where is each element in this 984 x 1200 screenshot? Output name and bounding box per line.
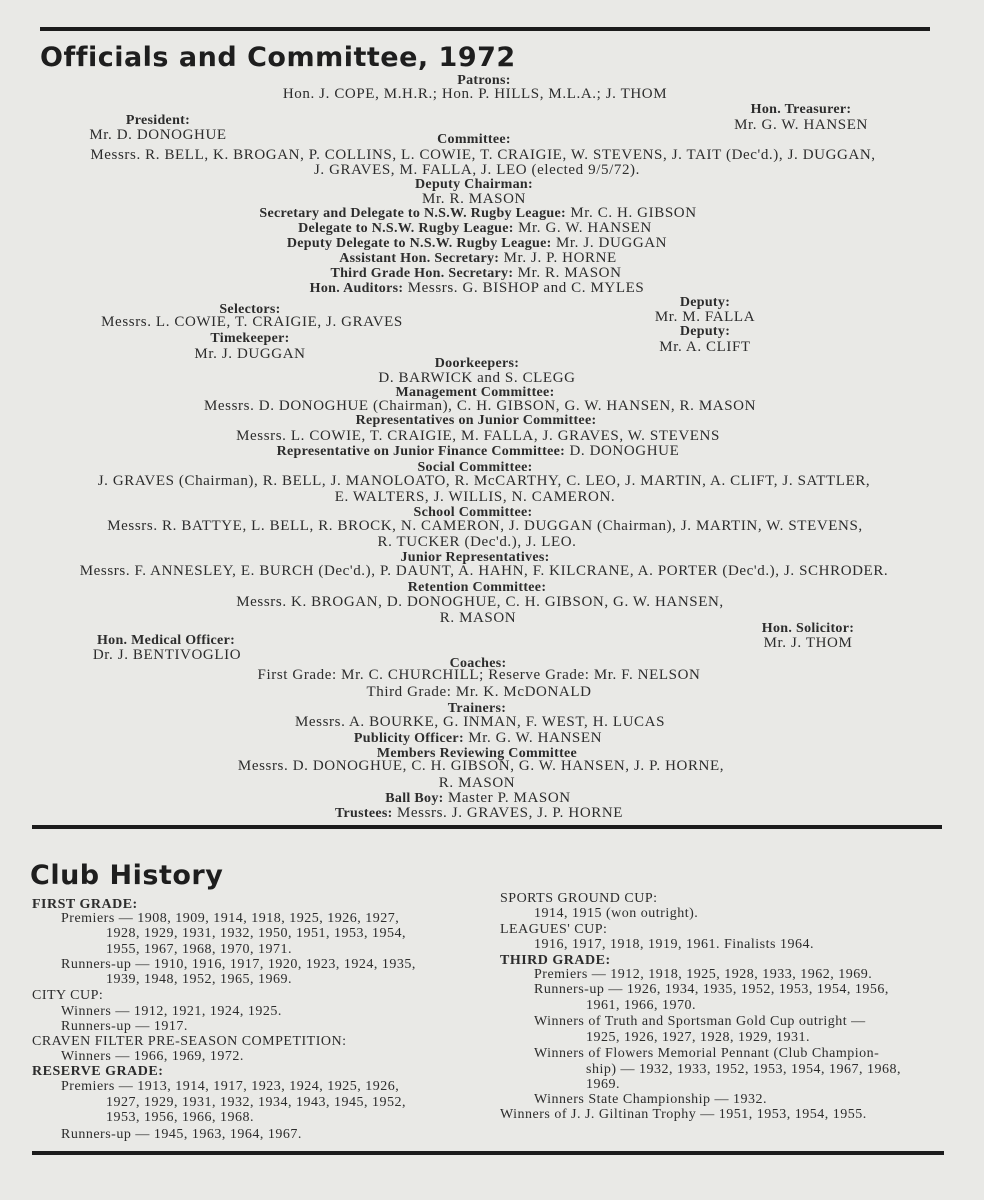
retention-label: Retention Committee:: [407, 580, 547, 595]
junior-finance-row: [277, 443, 680, 460]
city-cup-label: CITY CUP:: [32, 988, 104, 1003]
medical-officer-value: Dr. J. BENTIVOGLIO: [92, 647, 242, 663]
retention-line-1: Messrs. K. BROGAN, D. DONOGHUE, C. H. GIBSON, G. W. HANSEN,: [236, 594, 724, 610]
auditors-row: [310, 280, 645, 297]
junior-reps-value: Messrs. L. COWIE, T. CRAIGIE, M. FALLA, J. GRAVES, W. STEVENS: [236, 428, 720, 444]
sports-ground-label: SPORTS GROUND CUP:: [500, 891, 658, 906]
committee-line-2: J. GRAVES, M. FALLA, J. LEO (elected 9/5/72).: [313, 162, 641, 178]
trainers-value: Messrs. A. BOURKE, G. INMAN, F. WEST, H. LUCAS: [294, 714, 666, 730]
selectors-label: Selectors:: [219, 302, 281, 317]
coaches-label: Coaches:: [449, 656, 507, 671]
timekeeper-label: Timekeeper:: [210, 331, 290, 346]
patrons-value: Hon. J. COPE, M.H.R.; Hon. P. HILLS, M.L.A.; J. THOM: [282, 86, 668, 102]
solicitor-value: Mr. J. THOM: [763, 635, 853, 651]
medical-officer-label: Hon. Medical Officer:: [96, 633, 236, 648]
coaches-line-1: First Grade: Mr. C. CHURCHILL; Reserve Grade: Mr. F. NELSON: [257, 667, 701, 683]
tg-premiers: Premiers — 1912, 1918, 1925, 1928, 1933, 1962, 1969.: [534, 967, 873, 982]
members-review-label: Members Reviewing Committee: [376, 746, 578, 761]
trustees-row: [335, 805, 623, 822]
third-grade-secretary-value: Mr. R. MASON: [517, 265, 622, 281]
deputy-delegate-value: Mr. J. DUGGAN: [555, 235, 668, 251]
craven-winners: Winners — 1966, 1969, 1972.: [61, 1049, 244, 1064]
management-value: Messrs. D. DONOGHUE (Chairman), C. H. GIBSON, G. W. HANSEN, R. MASON: [203, 398, 757, 414]
giltinan-trophy: Winners of J. J. Giltinan Trophy — 1951, 1953, 1954, 1955.: [500, 1107, 867, 1122]
junior-representatives-value: Messrs. F. ANNESLEY, E. BURCH (Dec'd.), P. DAUNT, A. HAHN, F. KILCRANE, A. PORTER (Dec'd.), J. SCHRODER.: [79, 563, 889, 579]
asst-secretary-value: Mr. J. P. HORNE: [503, 250, 617, 266]
school-line-1: Messrs. R. BATTYE, L. BELL, R. BROCK, N. CAMERON, J. DUGGAN (Chairman), J. MARTIN, W. STEVENS,: [107, 518, 863, 534]
management-label: Management Committee:: [395, 385, 555, 400]
junior-reps-label: Representatives on Junior Committee:: [355, 413, 597, 428]
secretary-label: Secretary and Delegate to N.S.W. Rugby League:: [259, 206, 566, 221]
president-value: Mr. D. DONOGHUE: [89, 127, 227, 143]
truth-cup-line-1: Winners of Truth and Sportsman Gold Cup outright —: [534, 1014, 866, 1029]
solicitor-label: Hon. Solicitor:: [761, 621, 855, 636]
trainers-label: Trainers:: [447, 701, 507, 716]
doorkeepers-value: D. BARWICK and S. CLEGG: [378, 370, 576, 386]
ball-boy-label: Ball Boy:: [385, 791, 444, 806]
truth-cup-line-2: 1925, 1926, 1927, 1928, 1929, 1931.: [586, 1030, 810, 1045]
delegate-label: Delegate to N.S.W. Rugby League:: [298, 221, 514, 236]
junior-finance-value: D. DONOGHUE: [569, 443, 680, 459]
craven-label: CRAVEN FILTER PRE-SEASON COMPETITION:: [32, 1034, 347, 1049]
school-line-2: R. TUCKER (Dec'd.), J. LEO.: [377, 534, 577, 550]
third-grade-secretary-label: Third Grade Hon. Secretary:: [330, 266, 514, 281]
trustees-value: Messrs. J. GRAVES, J. P. HORNE: [396, 805, 624, 821]
rg-premiers-line-2: 1927, 1929, 1931, 1932, 1934, 1943, 1945, 1952,: [106, 1095, 406, 1110]
doorkeepers-label: Doorkeepers:: [434, 356, 520, 371]
deputy-delegate-label: Deputy Delegate to N.S.W. Rugby League:: [286, 236, 552, 251]
fg-premiers-line-3: 1955, 1967, 1968, 1970, 1971.: [106, 942, 292, 957]
members-review-line-2: R. MASON: [438, 775, 516, 791]
state-championship: Winners State Championship — 1932.: [534, 1092, 768, 1107]
trustees-label: Trustees:: [334, 806, 393, 821]
social-label: Social Committee:: [417, 460, 533, 475]
fg-runners-line-2: 1939, 1948, 1952, 1965, 1969.: [106, 972, 292, 987]
tg-runners-line-2: 1961, 1966, 1970.: [586, 998, 696, 1013]
officials-heading: Officials and Committee, 1972: [40, 42, 516, 73]
tg-runners-line-1: Runners-up — 1926, 1934, 1935, 1952, 1953, 1954, 1956,: [534, 982, 889, 997]
members-review-line-1: Messrs. D. DONOGHUE, C. H. GIBSON, G. W. HANSEN, J. P. HORNE,: [237, 758, 725, 774]
retention-line-2: R. MASON: [439, 610, 517, 626]
treasurer-value: Mr. G. W. HANSEN: [734, 117, 868, 133]
selectors-value: Messrs. L. COWIE, T. CRAIGIE, J. GRAVES: [101, 314, 403, 330]
junior-representatives-label: Junior Representatives:: [400, 550, 550, 565]
deputy-2-label: Deputy:: [679, 324, 731, 339]
timekeeper-value: Mr. J. DUGGAN: [194, 346, 306, 362]
committee-line-1: Messrs. R. BELL, K. BROGAN, P. COLLINS, L. COWIE, T. CRAIGIE, W. STEVENS, J. TAIT (Dec'd.), J. DUGGAN,: [90, 147, 876, 163]
social-line-2: E. WALTERS, J. WILLIS, N. CAMERON.: [334, 489, 616, 505]
delegate-value: Mr. G. W. HANSEN: [518, 220, 652, 236]
first-grade-label: FIRST GRADE:: [32, 897, 138, 912]
city-cup-runners-up: Runners-up — 1917.: [61, 1019, 188, 1034]
junior-finance-label: Representative on Junior Finance Committee:: [276, 444, 566, 459]
president-label: President:: [125, 113, 191, 128]
sports-ground-value: 1914, 1915 (won outright).: [534, 906, 699, 921]
social-line-1: J. GRAVES (Chairman), R. BELL, J. MANOLOATO, R. McCARTHY, C. LEO, J. MARTIN, A. CLIFT, J. SATTLER,: [97, 473, 871, 489]
city-cup-winners: Winners — 1912, 1921, 1924, 1925.: [61, 1004, 282, 1019]
middle-rule: [32, 825, 942, 829]
flowers-pennant-line-3: 1969.: [586, 1077, 620, 1092]
patrons-label: Patrons:: [457, 73, 511, 88]
publicity-value: Mr. G. W. HANSEN: [468, 730, 603, 746]
rg-premiers-line-1: Premiers — 1913, 1914, 1917, 1923, 1924, 1925, 1926,: [61, 1079, 400, 1094]
secretary-value: Mr. C. H. GIBSON: [570, 205, 697, 221]
publicity-label: Publicity Officer:: [353, 731, 464, 746]
deputy-1-value: Mr. M. FALLA: [654, 309, 756, 325]
deputy-chairman-value: Mr. R. MASON: [422, 191, 526, 207]
auditors-value: Messrs. G. BISHOP and C. MYLES: [407, 280, 645, 296]
club-history-heading: Club History: [30, 860, 224, 891]
deputy-1-label: Deputy:: [679, 295, 731, 310]
fg-runners-line-1: Runners-up — 1910, 1916, 1917, 1920, 1923, 1924, 1935,: [61, 957, 416, 972]
deputy-chairman-label: Deputy Chairman:: [415, 177, 533, 192]
committee-label: Committee:: [437, 132, 511, 147]
fg-premiers-line-1: Premiers — 1908, 1909, 1914, 1918, 1925, 1926, 1927,: [61, 911, 400, 926]
ball-boy-value: Master P. MASON: [447, 790, 571, 806]
treasurer-label: Hon. Treasurer:: [750, 102, 852, 117]
third-grade-label: THIRD GRADE:: [500, 953, 611, 968]
coaches-line-2: Third Grade: Mr. K. McDONALD: [366, 684, 592, 700]
asst-secretary-label: Assistant Hon. Secretary:: [339, 251, 500, 266]
top-rule: [40, 27, 930, 31]
leagues-cup-label: LEAGUES' CUP:: [500, 922, 608, 937]
leagues-cup-value: 1916, 1917, 1918, 1919, 1961. Finalists 1964.: [534, 937, 814, 952]
deputy-2-value: Mr. A. CLIFT: [659, 339, 751, 355]
rg-premiers-line-3: 1953, 1956, 1966, 1968.: [106, 1110, 254, 1125]
flowers-pennant-line-2: ship) — 1932, 1933, 1952, 1953, 1954, 1967, 1968,: [586, 1062, 901, 1077]
school-label: School Committee:: [413, 505, 533, 520]
reserve-grade-label: RESERVE GRADE:: [32, 1064, 164, 1079]
bottom-rule: [32, 1151, 944, 1155]
rg-runners-up: Runners-up — 1945, 1963, 1964, 1967.: [61, 1127, 302, 1142]
auditors-label: Hon. Auditors:: [309, 281, 404, 296]
fg-premiers-line-2: 1928, 1929, 1931, 1932, 1950, 1951, 1953, 1954,: [106, 926, 406, 941]
publicity-row: [354, 730, 602, 747]
flowers-pennant-line-1: Winners of Flowers Memorial Pennant (Club Champion-: [534, 1046, 880, 1061]
